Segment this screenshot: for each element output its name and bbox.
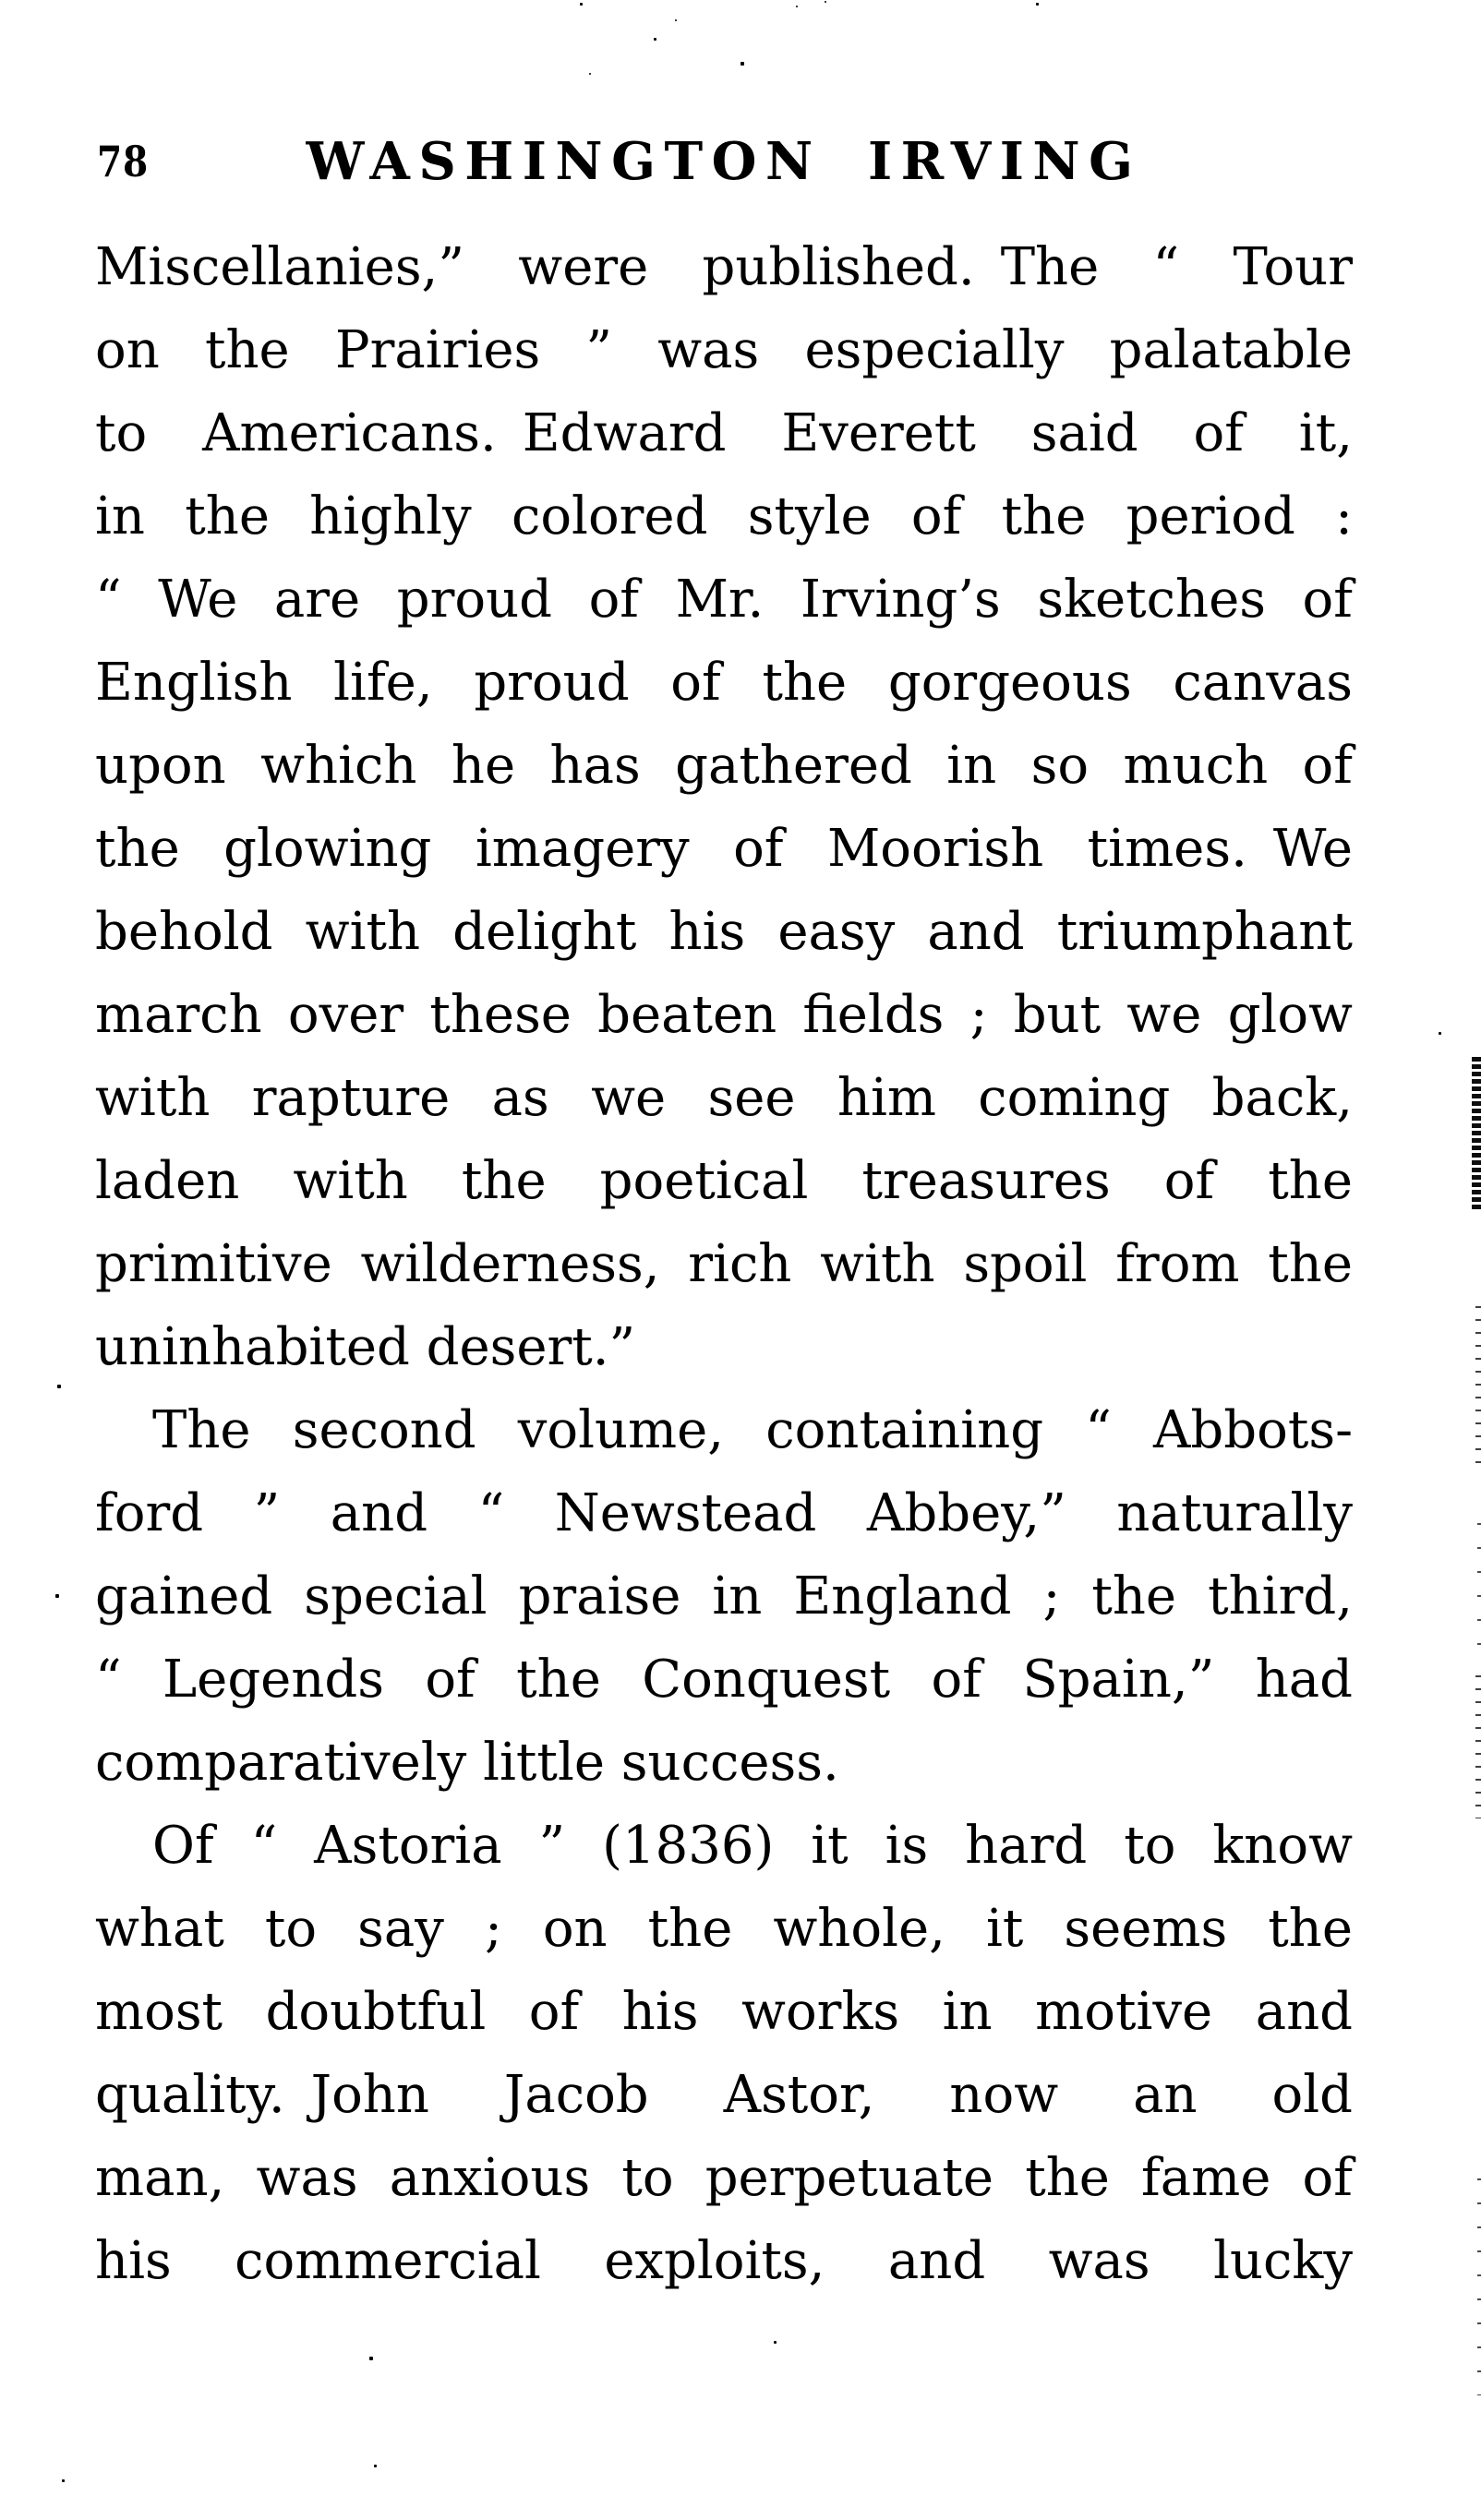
text-line: his commercial exploits, and was lucky: [95, 2231, 1353, 2291]
text-line: with rapture as we see him coming back,: [95, 1068, 1353, 1128]
scan-speck: [796, 6, 798, 7]
scan-edge-noise: [1477, 1523, 1481, 1666]
text-line: to Americans. Edward Everett said of it,: [95, 403, 1353, 463]
scan-speck: [1036, 3, 1039, 6]
text-line: primitive wilderness, rich with spoil from the: [95, 1234, 1353, 1294]
text-line: English life, proud of the gorgeous canvas: [95, 653, 1353, 713]
scan-speck: [57, 1385, 61, 1388]
text-line: on the Prairies ” was especially palatable: [95, 320, 1353, 380]
scan-speck: [740, 62, 744, 66]
scan-edge-noise: [1475, 1306, 1481, 1468]
scan-speck: [62, 2479, 65, 2482]
text-line: upon which he has gathered in so much of: [95, 736, 1353, 796]
text-line: The second volume, containing “ Abbots-: [152, 1400, 1353, 1460]
text-line: uninhabited desert.”: [95, 1317, 636, 1377]
scan-speck: [654, 38, 656, 41]
scan-speck: [675, 19, 677, 21]
page-number: 78: [97, 137, 150, 186]
scan-speck: [589, 73, 591, 75]
text-line: Miscellanies,” were published. The “ Tour: [95, 237, 1353, 297]
text-line: ford ” and “ Newstead Abbey,” naturally: [95, 1483, 1353, 1543]
text-line: Of “ Astoria ” (1836) it is hard to know: [152, 1816, 1353, 1876]
text-line: laden with the poetical treasures of the: [95, 1151, 1353, 1211]
scan-speck: [1439, 1032, 1441, 1035]
text-line: the glowing imagery of Moorish times. We: [95, 819, 1353, 879]
text-line: gained special praise in England ; the third,: [95, 1566, 1353, 1626]
page-header: [95, 131, 1353, 190]
body-text: [95, 226, 1353, 2303]
text-line: behold with delight his easy and triumphant: [95, 902, 1353, 962]
scan-edge-noise: [1472, 1057, 1481, 1209]
text-line: “ Legends of the Conquest of Spain,” had: [95, 1650, 1353, 1710]
scan-speck: [774, 2341, 777, 2344]
text-line: comparatively little success.: [95, 1733, 839, 1793]
scan-speck: [580, 3, 583, 6]
scan-edge-noise: [1477, 2178, 1481, 2395]
scan-edge-noise: [1475, 1675, 1481, 1818]
scan-speck: [369, 2357, 373, 2360]
text-line: what to say ; on the whole, it seems the: [95, 1899, 1353, 1959]
text-line: march over these beaten fields ; but we glow: [95, 985, 1353, 1045]
running-header-title: WASHINGTON IRVING: [306, 131, 1142, 192]
scan-speck: [55, 1594, 59, 1598]
text-line: most doubtful of his works in motive and: [95, 1982, 1353, 2042]
scan-speck: [825, 1, 826, 3]
text-line: quality. John Jacob Astor, now an old: [95, 2065, 1353, 2125]
scan-speck: [374, 2465, 377, 2467]
text-line: “ We are proud of Mr. Irving’s sketches of: [95, 570, 1353, 630]
text-line: in the highly colored style of the period :: [95, 486, 1353, 546]
text-line: man, was anxious to perpetuate the fame of: [95, 2148, 1353, 2208]
